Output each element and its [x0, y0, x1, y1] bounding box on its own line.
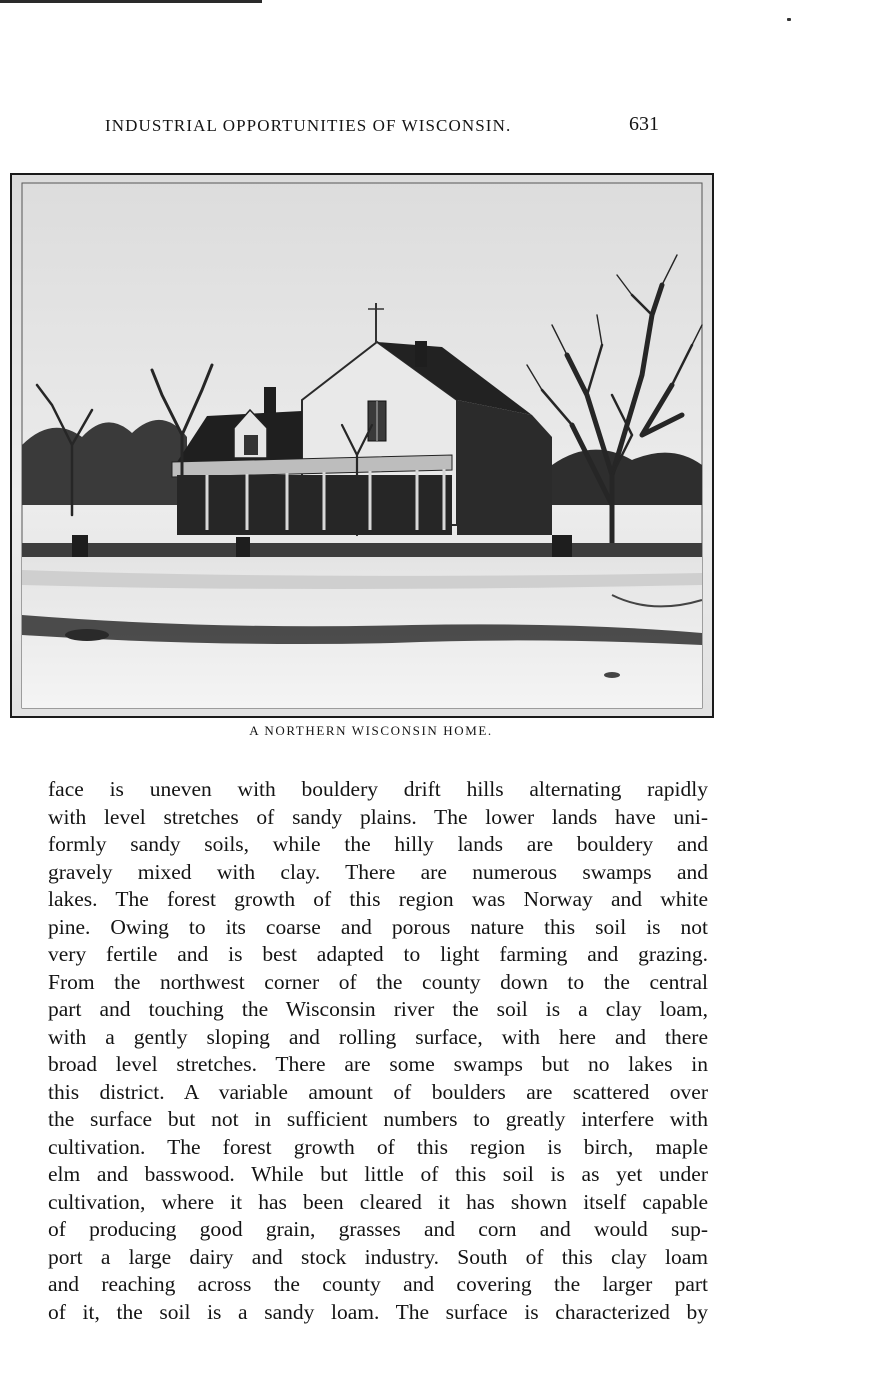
text-line: broad level stretches. There are some swamps but no lakes in [48, 1052, 708, 1076]
running-head [105, 113, 665, 140]
text-line: formly sandy soils, while the hilly lands are bouldery and [48, 832, 708, 856]
text-line: with level stretches of sandy plains. The lower lands have uni- [48, 804, 708, 829]
top-edge-rule [0, 0, 262, 3]
text-line: cultivation, where it has been cleared it has shown itself capable [48, 1189, 708, 1214]
text-line: of it, the soil is a sandy loam. The surface is characterized by [48, 1299, 708, 1324]
print-speck [787, 18, 791, 21]
text-line: From the northwest corner of the county down to the central [48, 969, 708, 994]
text-line: gravely mixed with clay. There are numerous swamps and [48, 859, 708, 884]
farmhouse-photograph [12, 175, 712, 716]
text-line: lakes. The forest growth of this region was Norway and white [48, 887, 708, 911]
text-line: with a gently sloping and rolling surface, with here and there [48, 1024, 708, 1049]
text-line: part and touching the Wisconsin river the soil is a clay loam, [48, 997, 708, 1021]
figure-caption: A NORTHERN WISCONSIN HOME. [249, 723, 493, 738]
text-line: the surface but not in sufficient numbers to greatly interfere with [48, 1107, 708, 1131]
running-title: INDUSTRIAL OPPORTUNITIES OF WISCONSIN. [105, 116, 512, 135]
photograph-plate [10, 173, 714, 718]
text-line: this district. A variable amount of boulders are scattered over [48, 1079, 708, 1104]
text-line: of producing good grain, grasses and corn and would sup- [48, 1217, 708, 1241]
text-line: cultivation. The forest growth of this region is birch, maple [48, 1134, 708, 1159]
text-line: port a large dairy and stock industry. South of this clay loam [48, 1244, 708, 1269]
text-line: and reaching across the county and covering the larger part [48, 1272, 708, 1296]
text-line: face is uneven with bouldery drift hills alternating rapidly [48, 777, 708, 801]
text-line: very fertile and is best adapted to light farming and grazing. [48, 942, 708, 966]
page-number: 631 [629, 113, 659, 135]
body-paragraph [48, 776, 708, 1326]
text-line: pine. Owing to its coarse and porous nature this soil is not [48, 914, 708, 939]
text-line: elm and basswood. While but little of this soil is as yet under [48, 1162, 708, 1186]
